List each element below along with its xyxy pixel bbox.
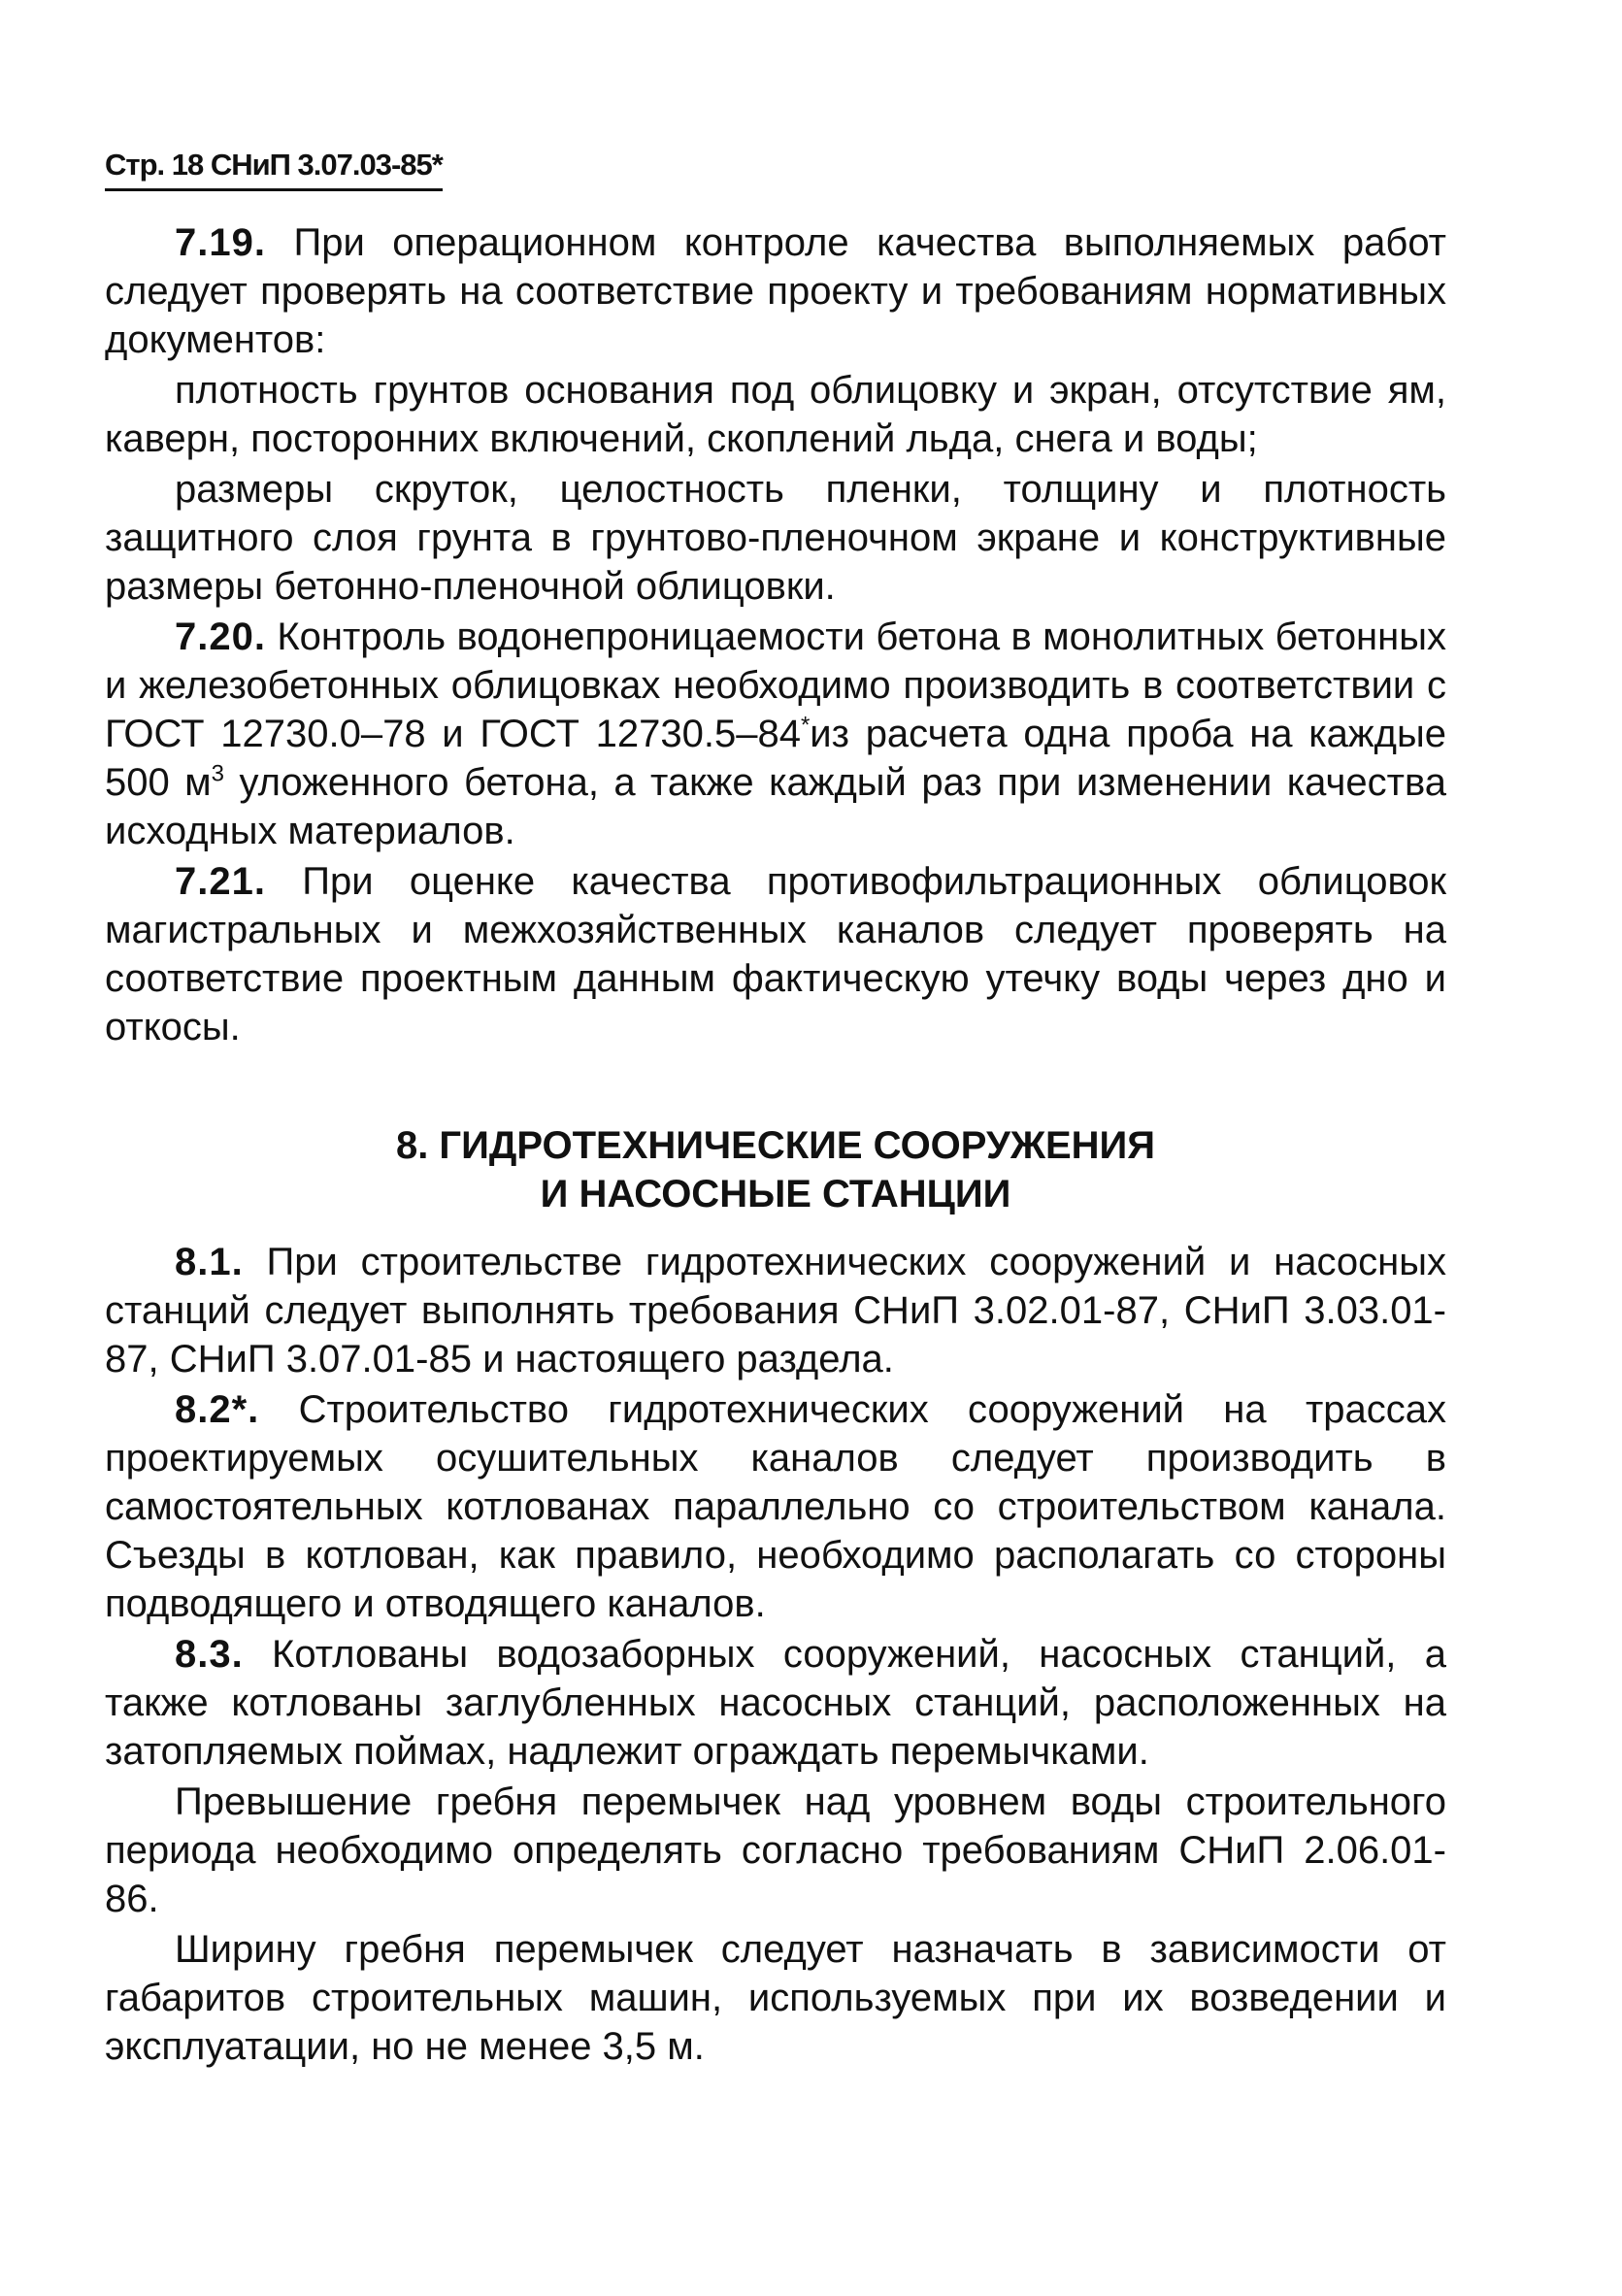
- clause-number: 8.3.: [175, 1633, 244, 1676]
- clause-number: 8.1.: [175, 1241, 244, 1283]
- paragraph-7-19: [105, 218, 1446, 364]
- clause-text: уложенного бетона, а также каждый раз при изменении качества исходных материалов.: [105, 761, 1446, 852]
- clause-text: При строительстве гидротехнических сооружений и насосных станций следует выполнять требования СНиП 3.02.01-87, СНиП 3.03.01-87, СНиП 3.07.01-85 и настоящего раздела.: [105, 1241, 1446, 1381]
- clause-number: 7.21.: [175, 860, 266, 903]
- clause-text: Строительство гидротехнических сооружений на трассах проектируемых осушительных каналов следует производить в самостоятельных котлованах параллельно со строительством канала. Съезды в котлован, как правило, необходимо располагать со стороны подводящего и отводящего каналов.: [105, 1388, 1446, 1625]
- clause-text: из расчета одна проба на каждые 500 м: [105, 713, 1446, 804]
- clause-text: При оценке качества противофильтрационных облицовок магистральных и межхозяйственных каналов следует проверять на соответствие проектным данным фактическую утечку воды через дно и откосы.: [105, 860, 1446, 1048]
- clause-number: 8.2*.: [175, 1388, 260, 1431]
- clause-number: 7.19.: [175, 221, 266, 264]
- paragraph-8-1: [105, 1238, 1446, 1383]
- document-page: [105, 146, 1446, 2073]
- section-8-heading: [105, 1121, 1446, 1218]
- paragraph-7-20: [105, 613, 1446, 855]
- paragraph-7-19-item-1: плотность грунтов основания под облицовку и экран, отсутствие ям, каверн, посторонних включений, скоплений льда, снега и воды;: [105, 369, 1446, 460]
- clause-text: Котлованы водозаборных сооружений, насосных станций, а также котлованы заглубленных насосных станций, расположенных на затопляемых поймах, надлежит ограждать перемычками.: [105, 1633, 1446, 1773]
- paragraph-8-3: [105, 1630, 1446, 1776]
- footnote-star: *: [800, 712, 811, 739]
- paragraph-7-19-item-2: размеры скруток, целостность пленки, толщину и плотность защитного слоя грунта в грунтово-пленочном экране и конструктивные размеры бетонно-пленочной облицовки.: [105, 468, 1446, 608]
- section-heading-line-2: И НАСОСНЫЕ СТАНЦИИ: [540, 1173, 1011, 1215]
- paragraph-8-3-part-3: Ширину гребня перемычек следует назначать в зависимости от габаритов строительных машин, используемых при их возведении и эксплуатации, но не менее 3,5 м.: [105, 1928, 1446, 2068]
- paragraph-8-3-part-2: Превышение гребня перемычек над уровнем воды строительного периода необходимо определять согласно требованиям СНиП 2.06.01-86.: [105, 1780, 1446, 1920]
- clause-number: 7.20.: [175, 616, 266, 658]
- paragraph-7-21: [105, 857, 1446, 1051]
- section-heading-line-1: 8. ГИДРОТЕХНИЧЕСКИЕ СООРУЖЕНИЯ: [395, 1124, 1156, 1167]
- clause-text: При операционном контроле качества выполняемых работ следует проверять на соответствие проекту и требованиям нормативных документов:: [105, 221, 1446, 361]
- superscript-cube: 3: [211, 760, 225, 787]
- clause-text: Контроль водонепроницаемости бетона в монолитных бетонных и железобетонных облицовках необходимо производить в соответствии с ГОСТ 12730.0–78 и ГОСТ 12730.5–84: [105, 616, 1446, 755]
- paragraph-8-2: [105, 1385, 1446, 1628]
- running-head: Стр. 18 СНиП 3.07.03-85*: [105, 146, 443, 191]
